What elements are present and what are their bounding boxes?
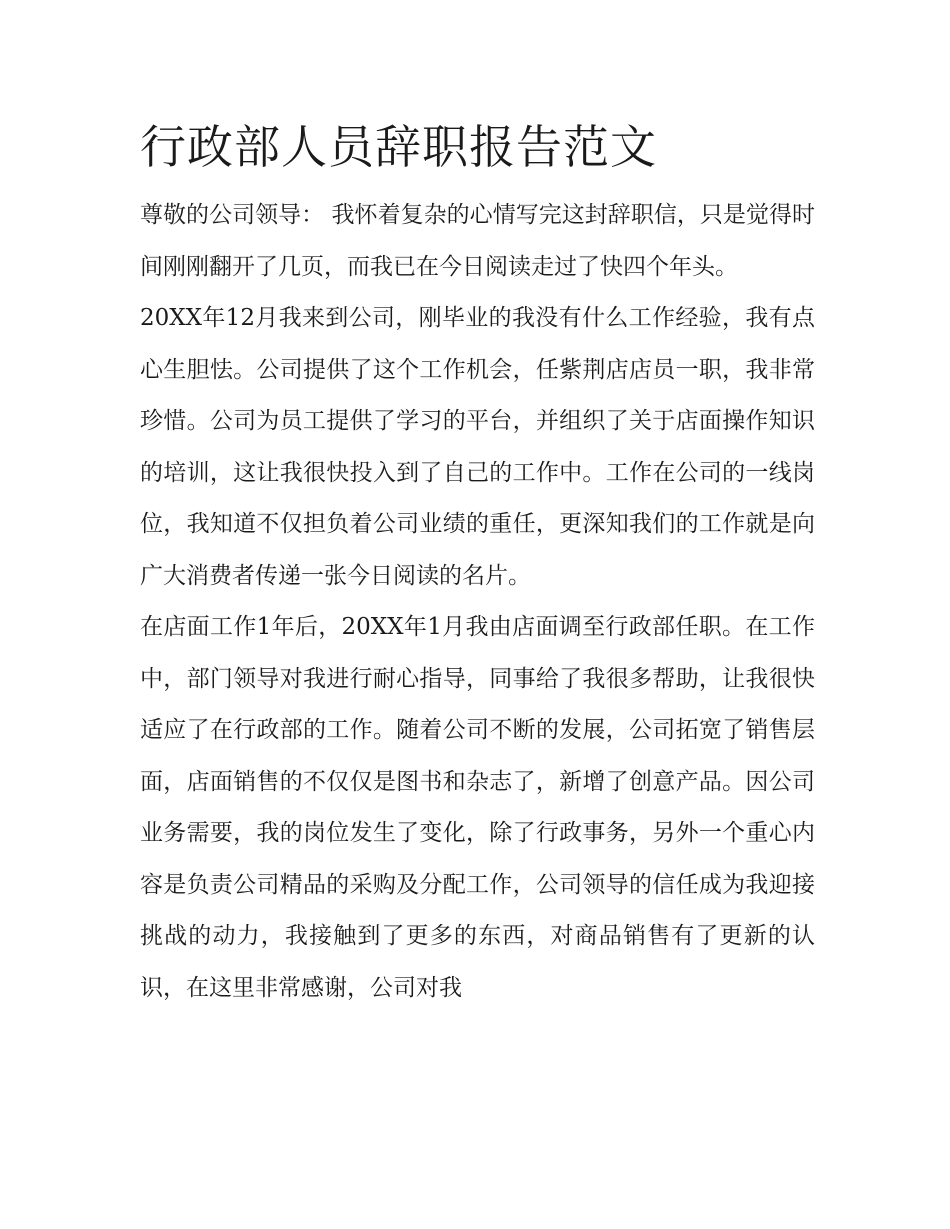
document-body xyxy=(140,190,815,1014)
document-page xyxy=(140,112,815,1014)
document-title: 行政部人员辞职报告范文 xyxy=(140,120,657,174)
paragraph-greeting: 尊敬的公司领导： 我怀着复杂的心情写完这封辞职信，只是觉得时间刚刚翻开了几页，而我已在今日阅读走过了快四个年头。 xyxy=(140,202,815,280)
paragraph-joining-company: 20XX年12月我来到公司，刚毕业的我没有什么工作经验，我有点心生胆怯。公司提供了这个工作机会，任紫荆店店员一职，我非常珍惜。公司为员工提供了学习的平台，并组织了关于店面操作知识的培训，这让我很快投入到了自己的工作中。工作在公司的一线岗位，我知道不仅担负着公司业绩的重任，更深知我们的工作就是向广大消费者传递一张今日阅读的名片。 xyxy=(140,305,815,589)
paragraph-admin-department: 在店面工作1年后，20XX年1月我由店面调至行政部任职。在工作中，部门领导对我进行耐心指导，同事给了我很多帮助，让我很快适应了在行政部的工作。随着公司不断的发展，公司拓宽了销售层面，店面销售的不仅仅是图书和杂志了，新增了创意产品。因公司业务需要，我的岗位发生了变化，除了行政事务，另外一个重心内容是负责公司精品的采购及分配工作，公司领导的信任成为我迎接挑战的动力，我接触到了更多的东西，对商品销售有了更新的认识，在这里非常感谢，公司对我 xyxy=(140,614,815,1001)
